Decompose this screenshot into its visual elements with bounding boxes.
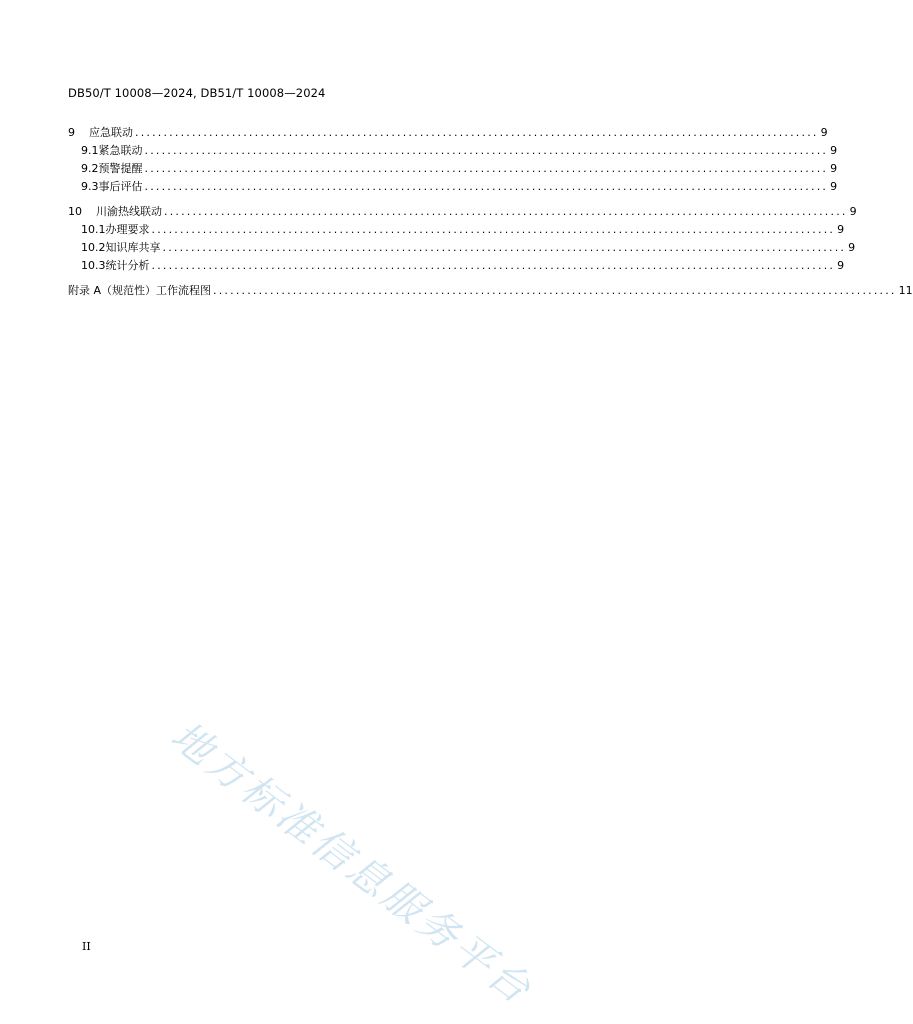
toc-page: 9: [848, 241, 856, 254]
toc-title: 紧急联动: [98, 144, 143, 157]
toc-leader: ........................................................................................................................: [135, 126, 819, 139]
toc-leader: ........................................................................................................................: [144, 144, 829, 157]
toc-leader: ........................................................................................................................: [144, 180, 829, 193]
toc-page: 9: [820, 126, 828, 139]
toc-number: 9: [68, 126, 75, 139]
toc-page: 9: [837, 223, 845, 236]
toc-number: 9.2: [81, 162, 99, 175]
document-header: DB50/T 10008—2024, DB51/T 10008—2024: [68, 86, 326, 100]
toc-title: 应急联动: [89, 126, 133, 139]
toc-page: 9: [830, 162, 838, 175]
toc-title: 统计分析: [105, 259, 150, 272]
toc-entry-10-2[interactable]: [81, 239, 856, 257]
toc-number: 10.3: [81, 259, 106, 272]
toc-entry-appendix-a[interactable]: [68, 282, 913, 300]
toc-number: 10.2: [81, 241, 106, 254]
toc-leader: ........................................................................................................................: [162, 241, 847, 254]
toc-title: 川渝热线联动: [96, 205, 162, 218]
toc-page: 9: [849, 205, 857, 218]
toc-title: 知识库共享: [105, 241, 161, 254]
toc-entry-9-1[interactable]: [81, 142, 838, 160]
toc-entry-9-3[interactable]: [81, 178, 838, 196]
toc-number: 10.1: [81, 223, 106, 236]
toc-page: 9: [830, 144, 838, 157]
toc-entry-9[interactable]: [68, 124, 828, 142]
toc-title: 办理要求: [105, 223, 150, 236]
toc-number: 附录 A（规范性）: [68, 284, 157, 297]
toc-leader: ........................................................................................................................: [213, 284, 897, 297]
toc-page: 9: [837, 259, 845, 272]
toc-leader: ........................................................................................................................: [144, 162, 829, 175]
toc-entry-9-2[interactable]: [81, 160, 838, 178]
toc-number: 9.1: [81, 144, 99, 157]
toc-entry-10-3[interactable]: [81, 257, 845, 275]
toc-page: 11: [898, 284, 913, 297]
toc-leader: ........................................................................................................................: [164, 205, 848, 218]
toc-leader: ........................................................................................................................: [151, 259, 836, 272]
toc-title: 工作流程图: [156, 284, 212, 297]
toc-entry-10-1[interactable]: [81, 221, 845, 239]
toc-number: 10: [68, 205, 82, 218]
toc-leader: ........................................................................................................................: [151, 223, 836, 236]
watermark: 地方标准信息服务平台: [162, 712, 542, 1015]
toc-page: 9: [830, 180, 838, 193]
page-number: II: [82, 940, 91, 953]
toc-title: 预警提醒: [98, 162, 143, 175]
toc-entry-10[interactable]: [68, 203, 857, 221]
toc-number: 9.3: [81, 180, 99, 193]
toc-title: 事后评估: [98, 180, 143, 193]
